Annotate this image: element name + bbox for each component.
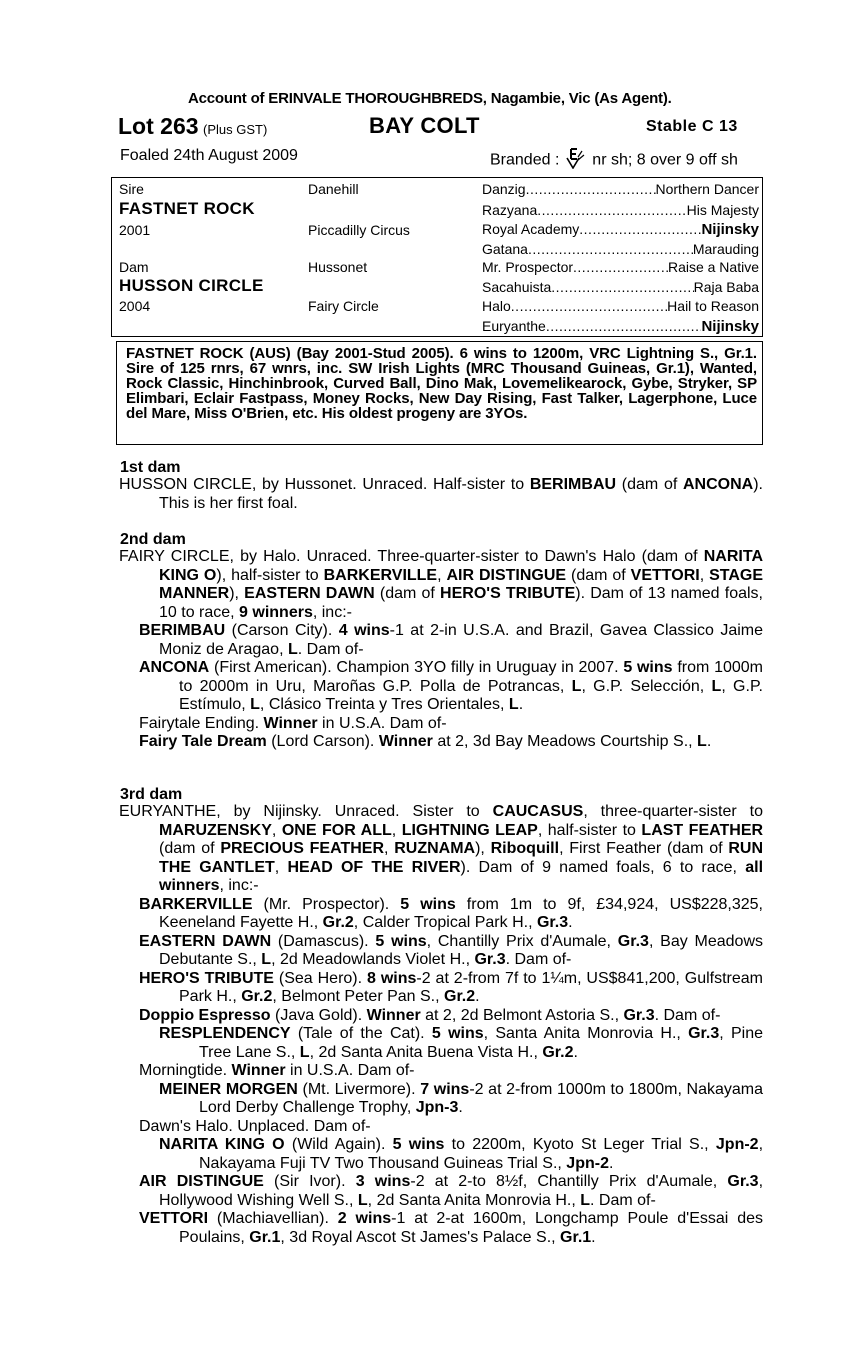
pedigree-paragraph — [119, 733, 763, 752]
gen3-ancestor: Gatana — [482, 241, 528, 257]
text-run: -1 at 2-in U.S.A. and Brazil, Gavea Classico Jaime Moniz de Aragao, — [159, 622, 763, 658]
text-run: in U.S.A. Dam of- — [317, 714, 447, 732]
dam-name: HUSSON CIRCLE — [119, 276, 264, 295]
text-run: , — [384, 840, 395, 857]
leader-dots — [526, 181, 656, 197]
pedigree-paragraph — [119, 896, 763, 933]
bold-name: L — [250, 696, 260, 713]
gen3-ancestor: Sacahuista — [482, 279, 552, 295]
text-run: , — [437, 566, 447, 584]
dam-year: 2004 — [119, 298, 151, 314]
pedigree-paragraph — [119, 1173, 763, 1210]
text-run: , Calder Tropical Park H., — [353, 914, 537, 931]
text-run: at 2, 3d Bay Meadows Courtship S., — [432, 733, 698, 750]
text-run: -2 at 2-from 1000m to 1800m, Nakayama Lord Derby Challenge Trophy, — [199, 1080, 764, 1116]
leader-dots — [551, 279, 693, 295]
gen3-sire: Nijinsky — [701, 318, 759, 335]
text-run: , 2d Meadowlands Violet H., — [271, 951, 475, 968]
text-run: . — [568, 914, 573, 931]
gen3-row — [482, 318, 759, 335]
bold-name: 5 wins — [392, 1136, 445, 1153]
gen3-row — [482, 221, 759, 238]
first-dam-text — [119, 476, 763, 513]
pedigree-paragraph — [119, 1136, 763, 1173]
text-run: . Dam of- — [654, 1006, 721, 1024]
text-run: , 2d Santa Anita Buena Vista H., — [309, 1043, 543, 1061]
text-run: , Pine Tree Lane S., — [199, 1025, 763, 1061]
text-run: ), — [475, 840, 491, 857]
gen2-sire-dam: Piccadilly Circus — [308, 222, 410, 238]
pedigree-paragraph — [119, 622, 763, 659]
text-run: -2 at 2-from 7f to 1¼m, US$841,200, Gulfstream Park H., — [179, 969, 764, 1005]
bold-name: L — [508, 696, 519, 713]
bold-name: L — [580, 1191, 591, 1209]
leader-dots — [546, 318, 702, 335]
bold-name: Jpn-2 — [715, 1136, 759, 1153]
gen2-dam-sire: Hussonet — [308, 259, 368, 275]
gen3-sire: Hail to Reason — [667, 298, 759, 314]
bold-name: HERO'S TRIBUTE — [440, 585, 576, 602]
text-run: , inc:- — [312, 603, 352, 621]
bold-name: L — [697, 733, 707, 750]
bold-name: Doppio Espresso — [139, 1006, 271, 1024]
bold-name: AIR DISTINGUE — [446, 566, 567, 584]
text-run: . — [458, 1099, 463, 1116]
bold-name: MEINER MORGEN — [159, 1080, 298, 1098]
gen3-row — [482, 181, 759, 197]
bold-name: RUN THE GANTLET — [159, 840, 764, 876]
third-dam-text — [119, 803, 763, 1247]
gen2-sire-sire: Danehill — [308, 181, 359, 197]
text-run: at 2, 2d Belmont Astoria S., — [420, 1006, 624, 1024]
leader-dots — [579, 221, 701, 238]
text-run: , G.P. Estímulo, — [179, 677, 763, 713]
text-run: , 2d Santa Anita Monrovia H., — [367, 1191, 581, 1209]
pedigree-paragraph — [119, 803, 763, 896]
bold-name: Winner — [263, 714, 318, 732]
text-run: (Sea Hero). — [273, 969, 367, 987]
pedigree-paragraph — [119, 933, 763, 970]
text-run: , inc:- — [219, 877, 259, 894]
bold-name: HEAD OF THE RIVER — [287, 858, 461, 876]
bold-name: NARITA KING O — [159, 1136, 285, 1153]
text-run: , Belmont Peter Pan S., — [272, 988, 445, 1005]
gen3-ancestor: Euryanthe — [482, 318, 546, 334]
pedigree-paragraph — [119, 476, 763, 513]
text-run: , First Feather (dam of — [559, 840, 729, 857]
text-run: , G.P. Selección, — [581, 677, 712, 695]
gen3-sire: Nijinsky — [701, 221, 759, 238]
text-run: (dam of — [616, 476, 683, 493]
bold-name: MARUZENSKY — [159, 821, 272, 839]
bold-name: Gr.3 — [623, 1006, 655, 1024]
text-run: FAIRY CIRCLE, by Halo. Unraced. Three-quarter-sister to Dawn's Halo (dam of — [119, 548, 704, 565]
text-run: (dam of — [566, 566, 631, 584]
bold-name: LAST FEATHER — [641, 821, 764, 839]
third-dam-heading: 3rd dam — [120, 786, 183, 803]
text-run: ), — [229, 585, 245, 602]
text-run: Dawn's Halo. Unplaced. Dam of- — [139, 1117, 371, 1135]
text-run: , Chantilly Prix d'Aumale, — [426, 932, 618, 950]
bold-name: BERIMBAU — [529, 476, 617, 493]
bold-name: STAGE MANNER — [159, 566, 763, 602]
text-run: HUSSON CIRCLE, by Hussonet. Unraced. Half-sister to — [119, 476, 530, 493]
bold-name: ONE FOR ALL — [281, 821, 392, 839]
gen3-row — [482, 241, 759, 257]
sire-year: 2001 — [119, 222, 151, 238]
text-run: ), half-sister to — [216, 566, 324, 584]
text-run: , Clásico Treinta y Tres Orientales, — [259, 696, 509, 713]
gen2-dam-dam: Fairy Circle — [308, 298, 379, 314]
text-run: . — [573, 1043, 578, 1061]
bold-name: Jpn-2 — [566, 1154, 609, 1172]
text-run: , Bay Meadows Debutante S., — [159, 932, 764, 968]
bold-name: RUZNAMA — [394, 840, 476, 857]
text-run: . Dam of- — [590, 1191, 656, 1209]
leader-dots — [537, 202, 686, 218]
pedigree-paragraph — [119, 1007, 763, 1026]
bold-name: 2 wins — [337, 1210, 392, 1227]
bold-name: 5 wins — [375, 932, 427, 950]
bold-name: EASTERN DAWN — [244, 585, 375, 602]
bold-name: Gr.3 — [474, 951, 506, 968]
text-run: . — [591, 1228, 596, 1246]
text-run: (First American). Champion 3YO filly in Uruguay in 2007. — [209, 659, 624, 676]
sire-summary: FASTNET ROCK (AUS) (Bay 2001-Stud 2005). 6 wins to 1200m, VRC Lightning S., Gr.1. Sire of 125 rnrs, 67 wnrs, inc. SW Irish Lights (MRC Thousand Guineas, Gr.1), Wanted, Rock Classic, Hinchinbrook, Curved Ball, Dino Mak, Lovemelikearock, Gybe, Stryker, SP Elimbari, Eclair Fastpass, Money Rocks, New Day Rising, Fast Talker, Lagerphone, Luce del Mare, Miss O'Brien, etc. His oldest progeny are 3YOs. — [126, 345, 757, 422]
bold-name: HERO'S TRIBUTE — [139, 969, 274, 987]
text-run: (Wild Again). — [284, 1136, 393, 1153]
text-run: , Nakayama Fuji TV Two Thousand Guineas Trial S., — [199, 1136, 764, 1172]
gen3-sire: His Majesty — [686, 202, 759, 218]
bold-name: LIGHTNING LEAP — [401, 821, 538, 839]
text-run: , Santa Anita Monrovia H., — [483, 1025, 689, 1042]
text-run: (Java Gold). — [270, 1006, 367, 1024]
bold-name: 5 wins — [431, 1025, 484, 1042]
text-run: (Carson City). — [225, 622, 339, 639]
text-run: -1 at 2-at 1600m, Longchamp Poule d'Essai des Poulains, — [179, 1210, 763, 1246]
bold-name: Gr.2 — [542, 1043, 574, 1061]
text-run: , — [391, 821, 402, 839]
pedigree-paragraph — [119, 1062, 763, 1081]
bold-name: Winner — [378, 733, 433, 750]
gen3-ancestor: Royal Academy — [482, 221, 580, 237]
text-run: . — [608, 1154, 614, 1172]
stable-label: Stable C 13 — [646, 118, 738, 135]
bold-name: 5 wins — [400, 895, 456, 913]
bold-name: RESPLENDENCY — [159, 1025, 291, 1042]
text-run: EURYANTHE, by Nijinsky. Unraced. Sister to — [119, 803, 493, 820]
text-run: ). This is her first foal. — [159, 476, 763, 512]
bold-name: Gr.3 — [727, 1173, 759, 1190]
text-run: (Lord Carson). — [266, 733, 379, 750]
second-dam-heading: 2nd dam — [120, 531, 186, 548]
second-dam-text — [119, 548, 763, 752]
bold-name: Fairy Tale Dream — [139, 733, 267, 750]
text-run: , three-quarter-sister to — [583, 803, 763, 820]
text-run: Morningtide. — [139, 1062, 232, 1079]
bold-name: Gr.2 — [241, 988, 273, 1005]
bold-name: CAUCASUS — [492, 803, 584, 820]
bold-name: Gr.3 — [617, 932, 649, 950]
bold-name: BARKERVILLE — [323, 566, 438, 584]
pedigree-paragraph — [119, 1081, 763, 1118]
bold-name: 3 wins — [355, 1173, 411, 1190]
text-run: (Mt. Livermore). — [297, 1080, 421, 1098]
gen3-row — [482, 259, 759, 275]
gen3-sire: Northern Dancer — [655, 181, 759, 197]
text-run: from 1m to 9f, £34,924, US$228,325, Keeneland Fayette H., — [159, 895, 764, 931]
text-run: , 3d Royal Ascot St James's Palace S., — [280, 1228, 561, 1246]
bold-name: 8 wins — [367, 969, 417, 987]
gen3-sire: Raise a Native — [667, 259, 759, 275]
pedigree-paragraph — [119, 1210, 763, 1247]
text-run: . Dam of- — [297, 640, 364, 658]
bold-name: all winners — [159, 858, 764, 894]
text-run: to 2200m, Kyoto St Leger Trial S., — [444, 1136, 716, 1153]
text-run: . Dam of- — [505, 951, 572, 968]
pedigree-paragraph — [119, 970, 763, 1007]
text-run: , Hollywood Wishing Well S., — [159, 1173, 764, 1209]
leader-dots — [511, 298, 667, 314]
text-run: ). Dam of 13 named foals, 10 to race, — [159, 585, 764, 621]
bold-name: Winner — [231, 1062, 286, 1079]
bold-name: ANCONA — [683, 476, 754, 493]
text-run: -2 at 2-to 8½f, Chantilly Prix d'Aumale, — [410, 1173, 728, 1190]
bold-name: BERIMBAU — [139, 622, 226, 639]
text-run: in U.S.A. Dam of- — [285, 1062, 415, 1079]
gen3-sire: Marauding — [692, 241, 759, 257]
text-run: . — [518, 696, 524, 713]
text-run: , — [699, 566, 710, 584]
horse-title: BAY COLT — [369, 113, 480, 138]
bold-name: Gr.1 — [249, 1228, 281, 1246]
gen3-ancestor: Mr. Prospector — [482, 259, 574, 275]
brand-mark-icon — [566, 147, 586, 174]
foaled-date: Foaled 24th August 2009 — [120, 147, 298, 164]
pedigree-paragraph — [119, 715, 763, 734]
dam-label: Dam — [119, 259, 149, 275]
bold-name: Gr.2 — [444, 988, 476, 1005]
gen3-ancestor: Razyana — [482, 202, 538, 218]
text-run: (dam of — [374, 585, 441, 602]
text-run: Fairytale Ending. — [139, 714, 264, 732]
plus-gst: (Plus GST) — [202, 122, 268, 137]
account-line: Account of ERINVALE THOROUGHBREDS, Nagambie, Vic (As Agent). — [188, 90, 672, 107]
branded-label: Branded : — [490, 151, 560, 169]
bold-name: Winner — [366, 1006, 421, 1024]
bold-name: EASTERN DAWN — [139, 932, 272, 950]
bold-name: L — [571, 677, 582, 695]
bold-name: Gr.2 — [322, 914, 354, 931]
gen3-row — [482, 279, 759, 295]
bold-name: 9 winners — [239, 603, 313, 621]
text-run: ). Dam of 9 named foals, 6 to race, — [460, 858, 746, 876]
leader-dots — [573, 259, 668, 275]
gen3-ancestor: Halo — [482, 298, 511, 314]
text-run: (Sir Ivor). — [263, 1173, 356, 1190]
pedigree-paragraph — [119, 1025, 763, 1062]
gen3-sire: Raja Baba — [693, 279, 759, 295]
pedigree-paragraph — [119, 1118, 763, 1137]
bold-name: NARITA KING O — [159, 548, 763, 584]
text-run: (Tale of the Cat). — [290, 1025, 432, 1042]
text-run: (Machiavellian). — [208, 1210, 338, 1227]
branded-line — [490, 147, 738, 174]
text-run: , — [271, 821, 282, 839]
bold-name: 4 wins — [338, 622, 390, 639]
sire-label: Sire — [119, 181, 144, 197]
leader-dots — [528, 241, 693, 257]
bold-name: L — [287, 640, 298, 658]
branded-rest: nr sh; 8 over 9 off sh — [592, 151, 738, 169]
bold-name: PRECIOUS FEATHER — [220, 840, 385, 857]
bold-name: L — [261, 951, 272, 968]
bold-name: 5 wins — [623, 659, 673, 676]
sire-name: FASTNET ROCK — [119, 199, 255, 218]
text-run: (dam of — [159, 840, 221, 857]
first-dam-heading: 1st dam — [120, 459, 181, 476]
bold-name: 7 wins — [420, 1080, 470, 1098]
bold-name: Gr.1 — [560, 1228, 592, 1246]
text-run: from 1000m to 2000m in Uru, Maroñas G.P. Polla de Potrancas, — [179, 659, 764, 695]
bold-name: Jpn-3 — [415, 1099, 459, 1116]
bold-name: L — [357, 1191, 368, 1209]
pedigree-paragraph — [119, 659, 763, 715]
gen3-ancestor: Danzig — [482, 181, 526, 197]
gen3-row — [482, 298, 759, 314]
text-run: . — [706, 733, 712, 750]
text-run: (Damascus). — [271, 932, 376, 950]
sire-summary-box — [116, 341, 763, 445]
bold-name: Gr.3 — [688, 1025, 720, 1042]
bold-name: VETTORI — [139, 1210, 209, 1227]
pedigree-paragraph — [119, 548, 763, 622]
text-run: . — [475, 988, 480, 1005]
lot-label: Lot 263 — [118, 113, 199, 139]
bold-name: Gr.3 — [536, 914, 569, 931]
gen3-row — [482, 202, 759, 218]
bold-name: VETTORI — [630, 566, 700, 584]
lot-number — [118, 113, 267, 140]
bold-name: AIR DISTINGUE — [139, 1173, 264, 1190]
bold-name: Riboquill — [490, 840, 560, 857]
text-run: (Mr. Prospector). — [252, 895, 401, 913]
text-run: , — [274, 858, 288, 876]
bold-name: L — [299, 1043, 310, 1061]
text-run: , half-sister to — [537, 821, 642, 839]
bold-name: L — [711, 677, 722, 695]
bold-name: ANCONA — [139, 659, 210, 676]
bold-name: BARKERVILLE — [139, 895, 253, 913]
